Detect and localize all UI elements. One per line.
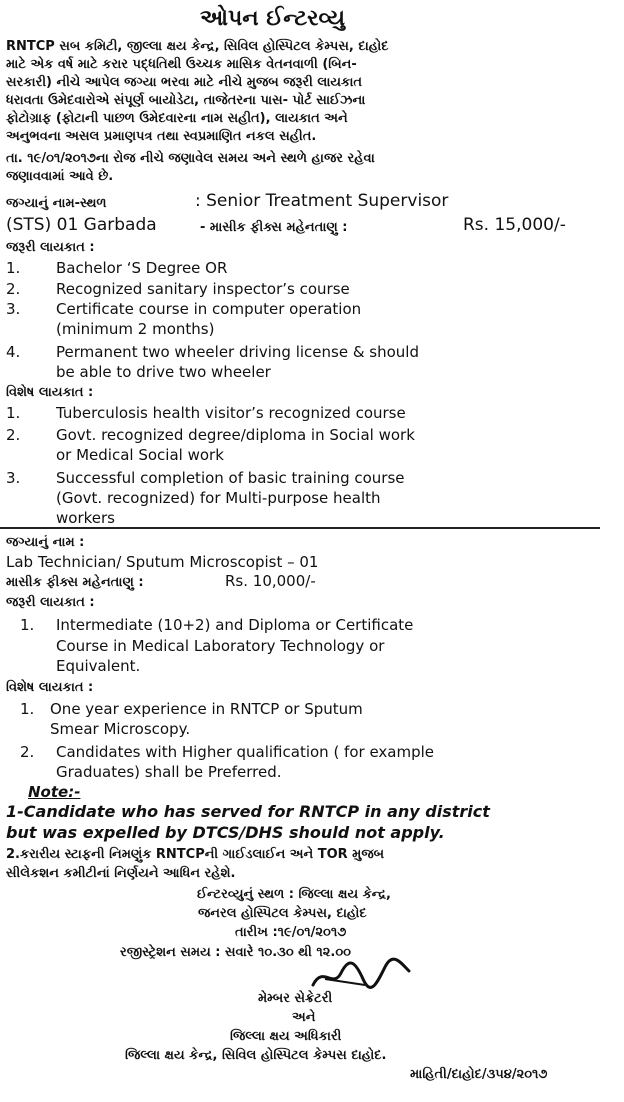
- signatory-title: મેમ્બર સેક્રેટરી: [258, 991, 333, 1006]
- intro-line: RNTCP સબ કમિટી, જીલ્લા ક્ષય કેન્દ્ર, સિવિલ હોસ્પિટલ કેમ્પસ, દાહોદ: [6, 39, 389, 54]
- special-num: 3.: [6, 469, 21, 487]
- req-text: Permanent two wheeler driving license & should: [56, 343, 419, 361]
- special-text: Successful completion of basic training course: [56, 469, 405, 487]
- venue-line: ઈન્ટરવ્યુનું સ્થળ : જિલ્લા ક્ષય કેન્દ્ર,: [197, 887, 391, 902]
- req-text: Bachelor ‘S Degree OR: [56, 259, 228, 277]
- post1-label: જગ્યાનું નામ-સ્થળ: [6, 196, 107, 211]
- note-heading: Note:-: [28, 783, 81, 801]
- signature-icon: [305, 955, 415, 995]
- req-text: (minimum 2 months): [56, 320, 215, 338]
- special-text: Candidates with Higher qualification ( for example: [56, 743, 435, 761]
- req-text: Certificate course in computer operation: [56, 300, 362, 318]
- intro-line: ફોટોગ્રાફ (ફોટાની પાછળ ઉમેદવારના નામ સહીત), લાયકાત અને: [6, 111, 348, 126]
- post1-salary-label: - માસીક ફીક્સ મહેનતાણુ :: [200, 220, 348, 235]
- special-num: 2.: [20, 743, 35, 761]
- special-text: (Govt. recognized) for Multi-purpose health: [56, 489, 381, 507]
- req-num: 4.: [6, 343, 21, 361]
- post1-name-2: (STS) 01 Garbada: [6, 215, 157, 235]
- post1-name: : Senior Treatment Supervisor: [195, 191, 449, 211]
- signatory-address: જિલ્લા ક્ષય કેન્દ્ર, સિવિલ હોસ્પિટલ કેમ્પસ દાહોદ.: [125, 1048, 387, 1063]
- intro-line: અનુભવના અસલ પ્રમાણપત્ર તથા સ્વપ્રમાણિત નકલ સહીત.: [6, 129, 317, 144]
- post2-req-heading: જરૂરી લાયકાત :: [6, 595, 95, 610]
- req-text: Recognized sanitary inspector’s course: [56, 280, 350, 298]
- req-text: Equivalent.: [56, 657, 141, 675]
- req-text: be able to drive two wheeler: [56, 363, 271, 381]
- req-num: 2.: [6, 280, 21, 298]
- interview-date-line-2: જણાવવામાં આવે છે.: [6, 169, 114, 184]
- special-text: Smear Microscopy.: [50, 720, 191, 738]
- intro-line: સરકારી) નીચે આપેલ જગ્યા ભરવા માટે નીચે મુજબ જરૂરી લાયકાત: [6, 75, 363, 90]
- page-title: ઓપન ઈન્ટરવ્યુ: [200, 6, 345, 31]
- signatory-and: અને: [292, 1010, 316, 1025]
- note-line: 2.કરારીય સ્ટાફની નિમણુંક RNTCPની ગાઈડલાઈન અને TOR મુજબ: [6, 847, 385, 862]
- interview-date-line: તા. ૧૯/૦૧/૨૦૧૭ના રોજ નીચે જણાવેલ સમય અને સ્થળે હાજર રહેવા: [6, 151, 375, 166]
- req-num: 1.: [20, 616, 35, 634]
- intro-line: ધરાવતા ઉમેદવારોએ સંપૂર્ણ બાયોડેટા, તાજેતરના પાસ- પોર્ટ સાઈઝના: [6, 93, 366, 108]
- special-num: 1.: [6, 404, 21, 422]
- post2-label: જગ્યાનું નામ :: [6, 535, 85, 550]
- intro-line: માટે એક વર્ષ માટે કરાર પદ્ધતિથી ઉચ્ચક માસિક વેતનવાળી (બિન-: [6, 57, 357, 72]
- special-num: 2.: [6, 426, 21, 444]
- special-text: Tuberculosis health visitor’s recognized course: [56, 404, 406, 422]
- reference-number: માહિતી/દાહોદ/૩૫૪/૨૦૧૭: [410, 1067, 548, 1082]
- req-num: 1.: [6, 259, 21, 277]
- post2-special-heading: વિશેષ લાયકાત :: [6, 680, 94, 695]
- post1-req-heading: જરૂરી લાયકાત :: [6, 240, 95, 255]
- special-text: or Medical Social work: [56, 446, 224, 464]
- req-text: Course in Medical Laboratory Technology or: [56, 637, 385, 655]
- req-text: Intermediate (10+2) and Diploma or Certificate: [56, 616, 414, 634]
- special-text: Govt. recognized degree/diploma in Social work: [56, 426, 415, 444]
- venue-line: જનરલ હોસ્પિટલ કેમ્પસ, દાહોદ: [198, 906, 367, 921]
- special-text: One year experience in RNTCP or Sputum: [50, 700, 363, 718]
- post2-salary-label: માસીક ફીક્સ મહેનતાણુ :: [6, 575, 144, 590]
- post2-name: Lab Technician/ Sputum Microscopist – 01: [6, 553, 319, 571]
- special-text: workers: [56, 509, 115, 527]
- signatory-officer: જિલ્લા ક્ષય અધિકારી: [230, 1029, 342, 1044]
- special-text: Graduates) shall be Preferred.: [56, 763, 282, 781]
- note-line: 1-Candidate who has served for RNTCP in any district: [6, 802, 490, 821]
- section-divider: [0, 527, 600, 529]
- special-num: 1.: [20, 700, 35, 718]
- note-line: but was expelled by DTCS/DHS should not apply.: [6, 823, 445, 842]
- post1-special-heading: વિશેષ લાયકાત :: [6, 385, 94, 400]
- post2-salary: Rs. 10,000/-: [225, 572, 316, 590]
- venue-date: તારીખ :૧૯/૦૧/૨૦૧૭: [235, 925, 347, 940]
- registration-time: રજીસ્ટ્રેશન સમય : સવારે ૧૦.૩૦ થી ૧૨.૦૦: [120, 945, 351, 960]
- post1-salary: Rs. 15,000/-: [463, 215, 566, 235]
- note-line: સીલેકશન કમીટીનાં નિર્ણયને આધિન રહેશે.: [6, 866, 236, 881]
- req-num: 3.: [6, 300, 21, 318]
